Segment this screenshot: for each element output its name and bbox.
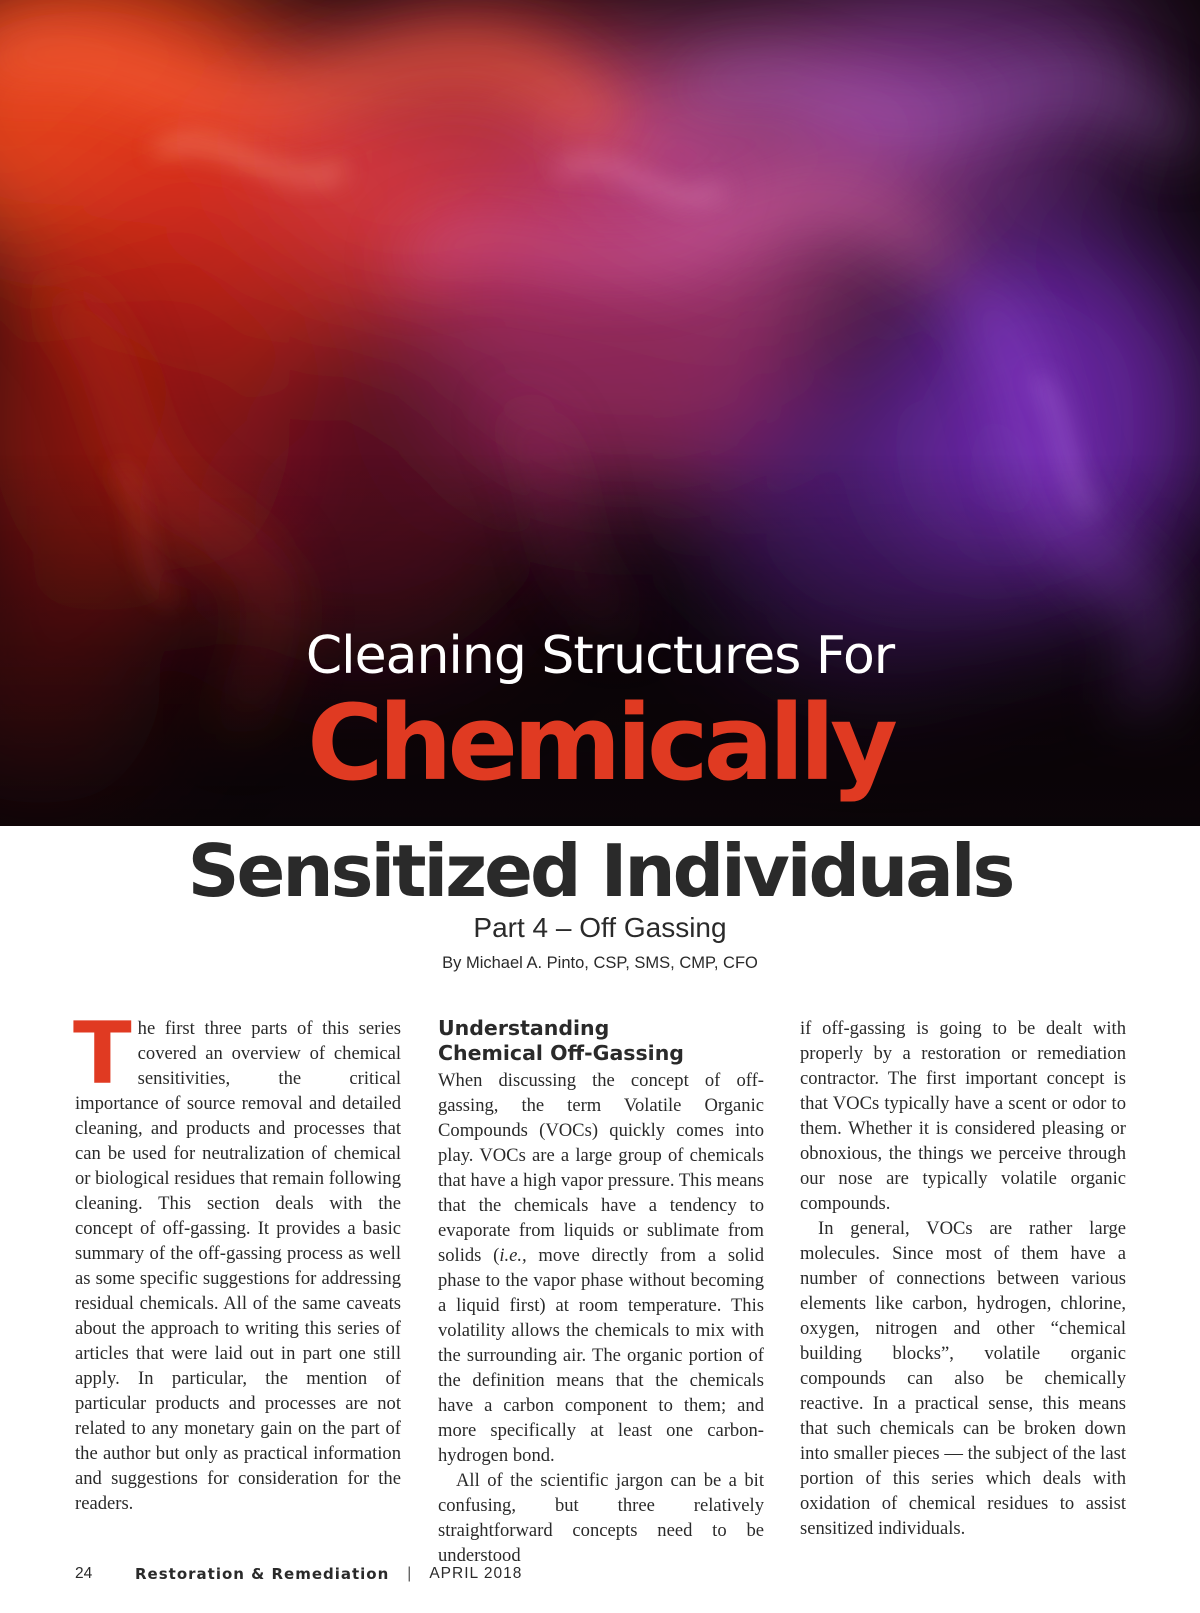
intro-paragraph xyxy=(73,1004,401,1516)
section-heading-line-1: Understanding xyxy=(438,1016,610,1040)
article-subtitle: Part 4 – Off Gassing xyxy=(473,912,727,943)
column-1 xyxy=(73,1004,401,1516)
paragraph: All of the scientific jargon can be a bit confusing, but three relatively straightforward concepts need to be understood xyxy=(438,1470,764,1566)
byline: By Michael A. Pinto, CSP, SMS, CMP, CFO xyxy=(442,954,758,972)
paragraph: In general, VOCs are rather large molecules. Since most of them have a number of connections between various elements like carbon, hydrogen, chlorine, oxygen, nitrogen and other “chemical building blocks”, volatile organic compounds can also be chemically reactive. In a practical sense, this means that such chemicals can be broken down into smaller pieces — the subject of the last portion of this series which deals with oxidation of chemical residues to assist sensitized individuals. xyxy=(800,1218,1126,1539)
intro-text: he first three parts of this series covered an overview of chemical sensitivities, the critical importance of source removal and detailed cleaning, and products and processes that can be used for neutralization of chemical or biological residues that remain following cleaning. This section deals with the concept of off-gassing. It provides a basic summary of the off-gassing process as well as some specific suggestions for addressing residual chemicals. All of the same caveats about the approach to writing this series of articles that were laid out in part one still apply. In particular, the mention of particular products and processes are not related to any monetary gain on the part of the author but only as practical information and suggestions for consideration for the readers. xyxy=(75,1018,401,1514)
section-heading-line-2: Chemical Off-Gassing xyxy=(438,1041,684,1065)
section-heading xyxy=(438,1016,764,1066)
drop-cap: T xyxy=(73,1004,132,1104)
paragraph: if off-gassing is going to be dealt with properly by a restoration or remediation contractor. The first important concept is that VOCs typically have a scent or odor to them. Whether it is considered pleasing or obnoxious, the things we perceive through our nose are typically volatile organic compounds. xyxy=(800,1018,1126,1214)
footer-separator: | xyxy=(407,1565,412,1582)
paragraph-text: When discussing the concept of off-gassing, the term Volatile Organic Compounds (VOCs) quickly comes into play. VOCs are a large group of chemicals that have a high vapor pressure. This means that the chemicals have a tendency to evaporate from liquids or sublimate from solids ( xyxy=(438,1070,764,1266)
page-number: 24 xyxy=(75,1565,93,1582)
paragraph-text: move directly from a solid phase to the vapor phase without becoming a liquid first) at room temperature. This volatility allows the chemicals to mix with the surrounding air. The organic portion of the definition means that the chemicals have a carbon component to them; and more specifically at least one carbon-hydrogen bond. xyxy=(438,1245,764,1466)
magazine-name: Restoration & Remediation xyxy=(135,1565,390,1583)
italic-abbrev: i.e., xyxy=(499,1245,527,1266)
title-line-2: Chemically xyxy=(307,682,893,804)
title-line-1: Cleaning Structures For xyxy=(305,626,895,686)
paragraph xyxy=(438,1068,764,1468)
title-line-3: Sensitized Individuals xyxy=(187,829,1013,913)
column-3 xyxy=(800,1016,1126,1541)
page-footer xyxy=(75,1562,522,1586)
issue-date: APRIL 2018 xyxy=(429,1565,523,1582)
column-2 xyxy=(438,1016,764,1568)
